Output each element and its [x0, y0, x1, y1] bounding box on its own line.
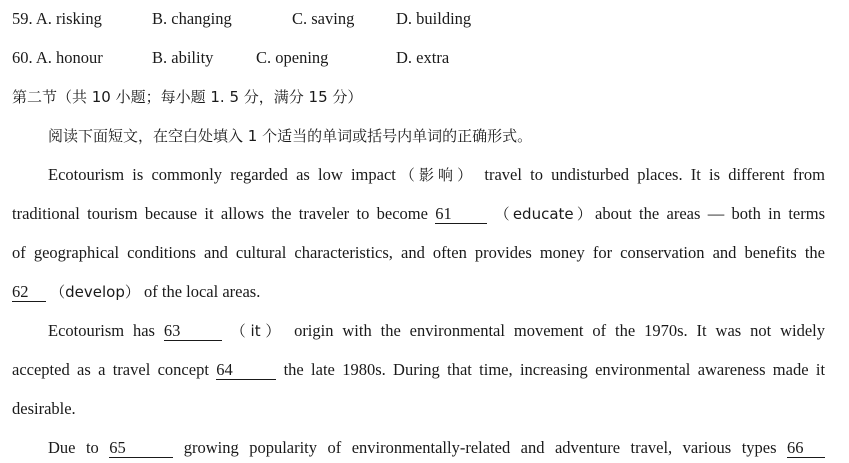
- question-number: 60. A. honour: [12, 48, 103, 67]
- option-d: D. extra: [396, 48, 450, 67]
- blank-63[interactable]: 63: [164, 322, 222, 341]
- question-60: [0, 43, 849, 73]
- passage-line: Ecotourism has 63 （it） origin with the environmental movement of the 1970s. It was not widely: [48, 321, 825, 340]
- passage-line: Ecotourism is commonly regarded as low impact（影响） travel to undisturbed places. It is different from: [48, 165, 825, 184]
- section-instruction: 阅读下面短文，在空白处填入 1 个适当的单词或括号内单词的正确形式。: [48, 127, 533, 145]
- option-b: B. ability: [152, 48, 214, 67]
- passage-line: desirable.: [12, 399, 76, 418]
- option-d: D. building: [396, 9, 472, 28]
- passage-line: accepted as a travel concept 64 the late 1980s. During that time, increasing environmental awareness made it: [12, 360, 826, 379]
- chinese-gloss: （影响）: [395, 166, 477, 184]
- passage-line: of geographical conditions and cultural characteristics, and often provides money for conservation and benefits the: [12, 243, 825, 262]
- question-number: 59. A. risking: [12, 9, 102, 28]
- hint-63: （it）: [230, 322, 286, 340]
- option-c: C. opening: [256, 48, 329, 67]
- option-c: C. saving: [292, 9, 355, 28]
- question-59: [0, 4, 849, 34]
- section-heading: 第二节（共 10 小题；每小题 1. 5 分，满分 15 分）: [12, 88, 363, 106]
- blank-62[interactable]: 62: [12, 283, 46, 302]
- blank-66[interactable]: 66: [787, 439, 825, 458]
- passage-line: traditional tourism because it allows the traveler to become 61 （educate）about the areas — both in terms: [12, 204, 826, 223]
- option-a: A. risking: [35, 9, 102, 28]
- blank-64[interactable]: 64: [216, 361, 276, 380]
- passage-line: 62 （develop） of the local areas.: [12, 282, 261, 301]
- blank-65[interactable]: 65: [109, 439, 173, 458]
- passage-line: Due to 65 growing popularity of environmentally-related and adventure travel, various types 66: [48, 433, 825, 463]
- blank-61[interactable]: 61: [435, 205, 487, 224]
- option-b: B. changing: [152, 9, 232, 28]
- option-a: A. honour: [35, 48, 103, 67]
- hint-61: （educate）: [494, 205, 596, 223]
- hint-62: （develop）: [50, 283, 140, 301]
